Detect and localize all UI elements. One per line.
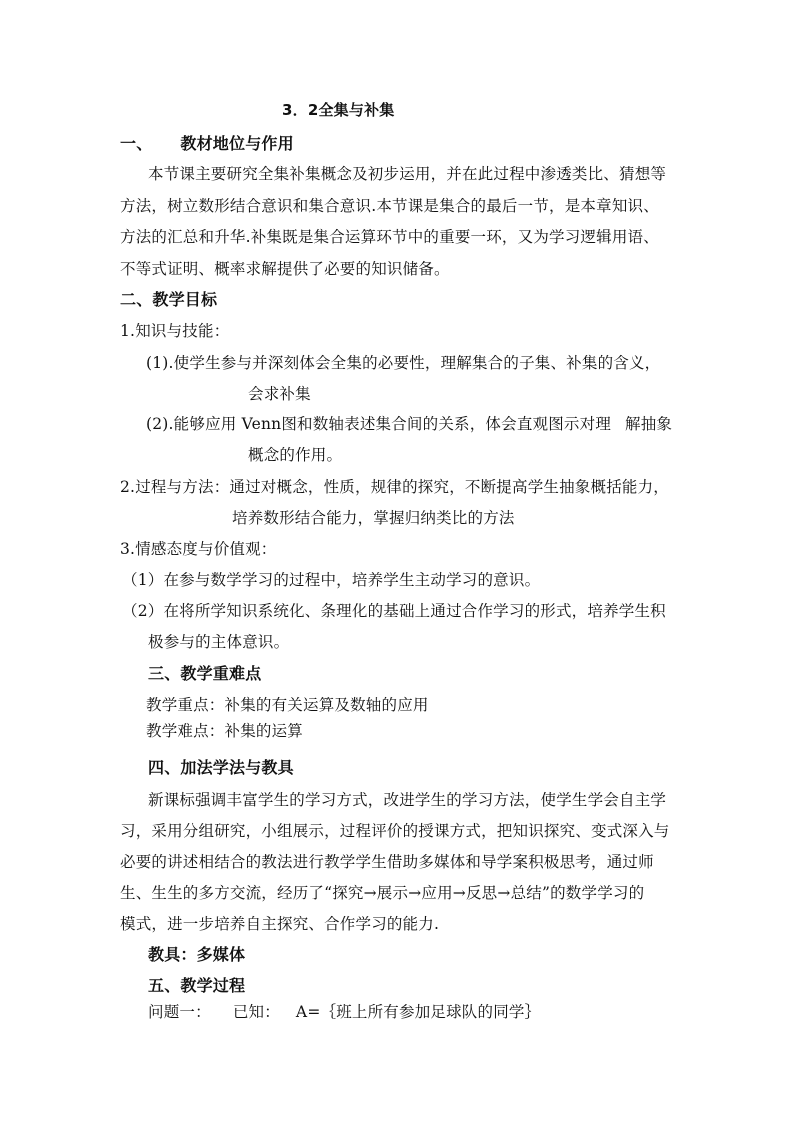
objective-attitude-item: （2）在将所学知识系统化、条理化的基础上通过合作学习的形式，培养学生积 [122, 602, 666, 620]
section-1-paragraph-line: 不等式证明、概率求解提供了必要的知识储备。 [120, 260, 450, 278]
section-4-paragraph-line: 习，采用分组研究，小组展示，过程评价的授课方式，把知识探究、变式深入与 [120, 822, 670, 840]
section-4-paragraph-line: 模式，进一步培养自主探究、合作学习的能力. [120, 915, 440, 933]
key-point-text: 教学重点：补集的有关运算及数轴的应用 [146, 696, 429, 714]
teaching-tools: 教具：多媒体 [148, 945, 246, 964]
objective-process-line: 2.过程与方法：通过对概念，性质，规律的探究，不断提高学生抽象概括能力， [120, 478, 669, 496]
objective-knowledge-item-continued: 概念的作用。 [248, 446, 343, 464]
problem-one-line [148, 1001, 540, 1023]
section-1-number: 一、 [120, 134, 153, 153]
document-title: 3．2全集与补集 [282, 101, 395, 119]
problem-label: 问题一： [148, 1003, 211, 1021]
objective-item-text: (2).能够应用 Venn图和数轴表述集合间的关系，体会直观图示对理 [146, 415, 612, 433]
section-4-paragraph-line: 必要的讲述相结合的教法进行教学学生借助多媒体和导学案积极思考，通过师 [120, 853, 654, 871]
section-4-paragraph-line: 新课标强调丰富学生的学习方式，改进学生的学习方法，使学生学会自主学 [148, 791, 667, 809]
section-2-heading: 二、教学目标 [120, 290, 218, 309]
known-label: 已知： [232, 1003, 280, 1021]
section-1-paragraph-line: 方法的汇总和升华.补集既是集合运算环节中的重要一环，又为学习逻辑用语、 [120, 228, 659, 246]
section-3-heading: 三、教学重难点 [148, 664, 262, 683]
objective-item-text-tail: 解抽象 [625, 415, 673, 433]
objective-attitude-label: 3.情感态度与价值观： [120, 540, 277, 558]
difficulty-text: 教学难点：补集的运算 [146, 722, 304, 740]
section-1-paragraph-line: 方法，树立数形结合意识和集合意识.本节课是集合的最后一节，是本章知识、 [120, 197, 659, 215]
objective-knowledge-item [146, 413, 672, 435]
objective-process-line-continued: 培养数形结合能力，掌握归纳类比的方法 [232, 509, 515, 527]
section-5-heading: 五、教学过程 [148, 976, 246, 995]
objective-attitude-item: （1）在参与数学学习的过程中，培养学生主动学习的意识。 [122, 571, 541, 589]
objective-knowledge-item-continued: 会求补集 [248, 385, 311, 403]
section-1-paragraph-line: 本节课主要研究全集补集概念及初步运用，并在此过程中渗透类比、猜想等 [148, 165, 667, 183]
objective-knowledge-label: 1.知识与技能： [120, 322, 230, 340]
section-1-heading [120, 133, 294, 155]
set-a-definition: A=｛班上所有参加足球队的同学｝ [295, 1003, 541, 1021]
objective-knowledge-item: (1).使学生参与并深刻体会全集的必要性，理解集合的子集、补集的含义， [146, 354, 661, 372]
objective-attitude-item-continued: 极参与的主体意识。 [148, 633, 290, 651]
section-4-paragraph-line: 生、生生的多方交流，经历了“探究→展示→应用→反思→总结”的数学学习的 [120, 884, 645, 902]
section-4-heading: 四、加法学法与教具 [148, 758, 294, 777]
section-1-title: 教材地位与作用 [180, 134, 294, 153]
